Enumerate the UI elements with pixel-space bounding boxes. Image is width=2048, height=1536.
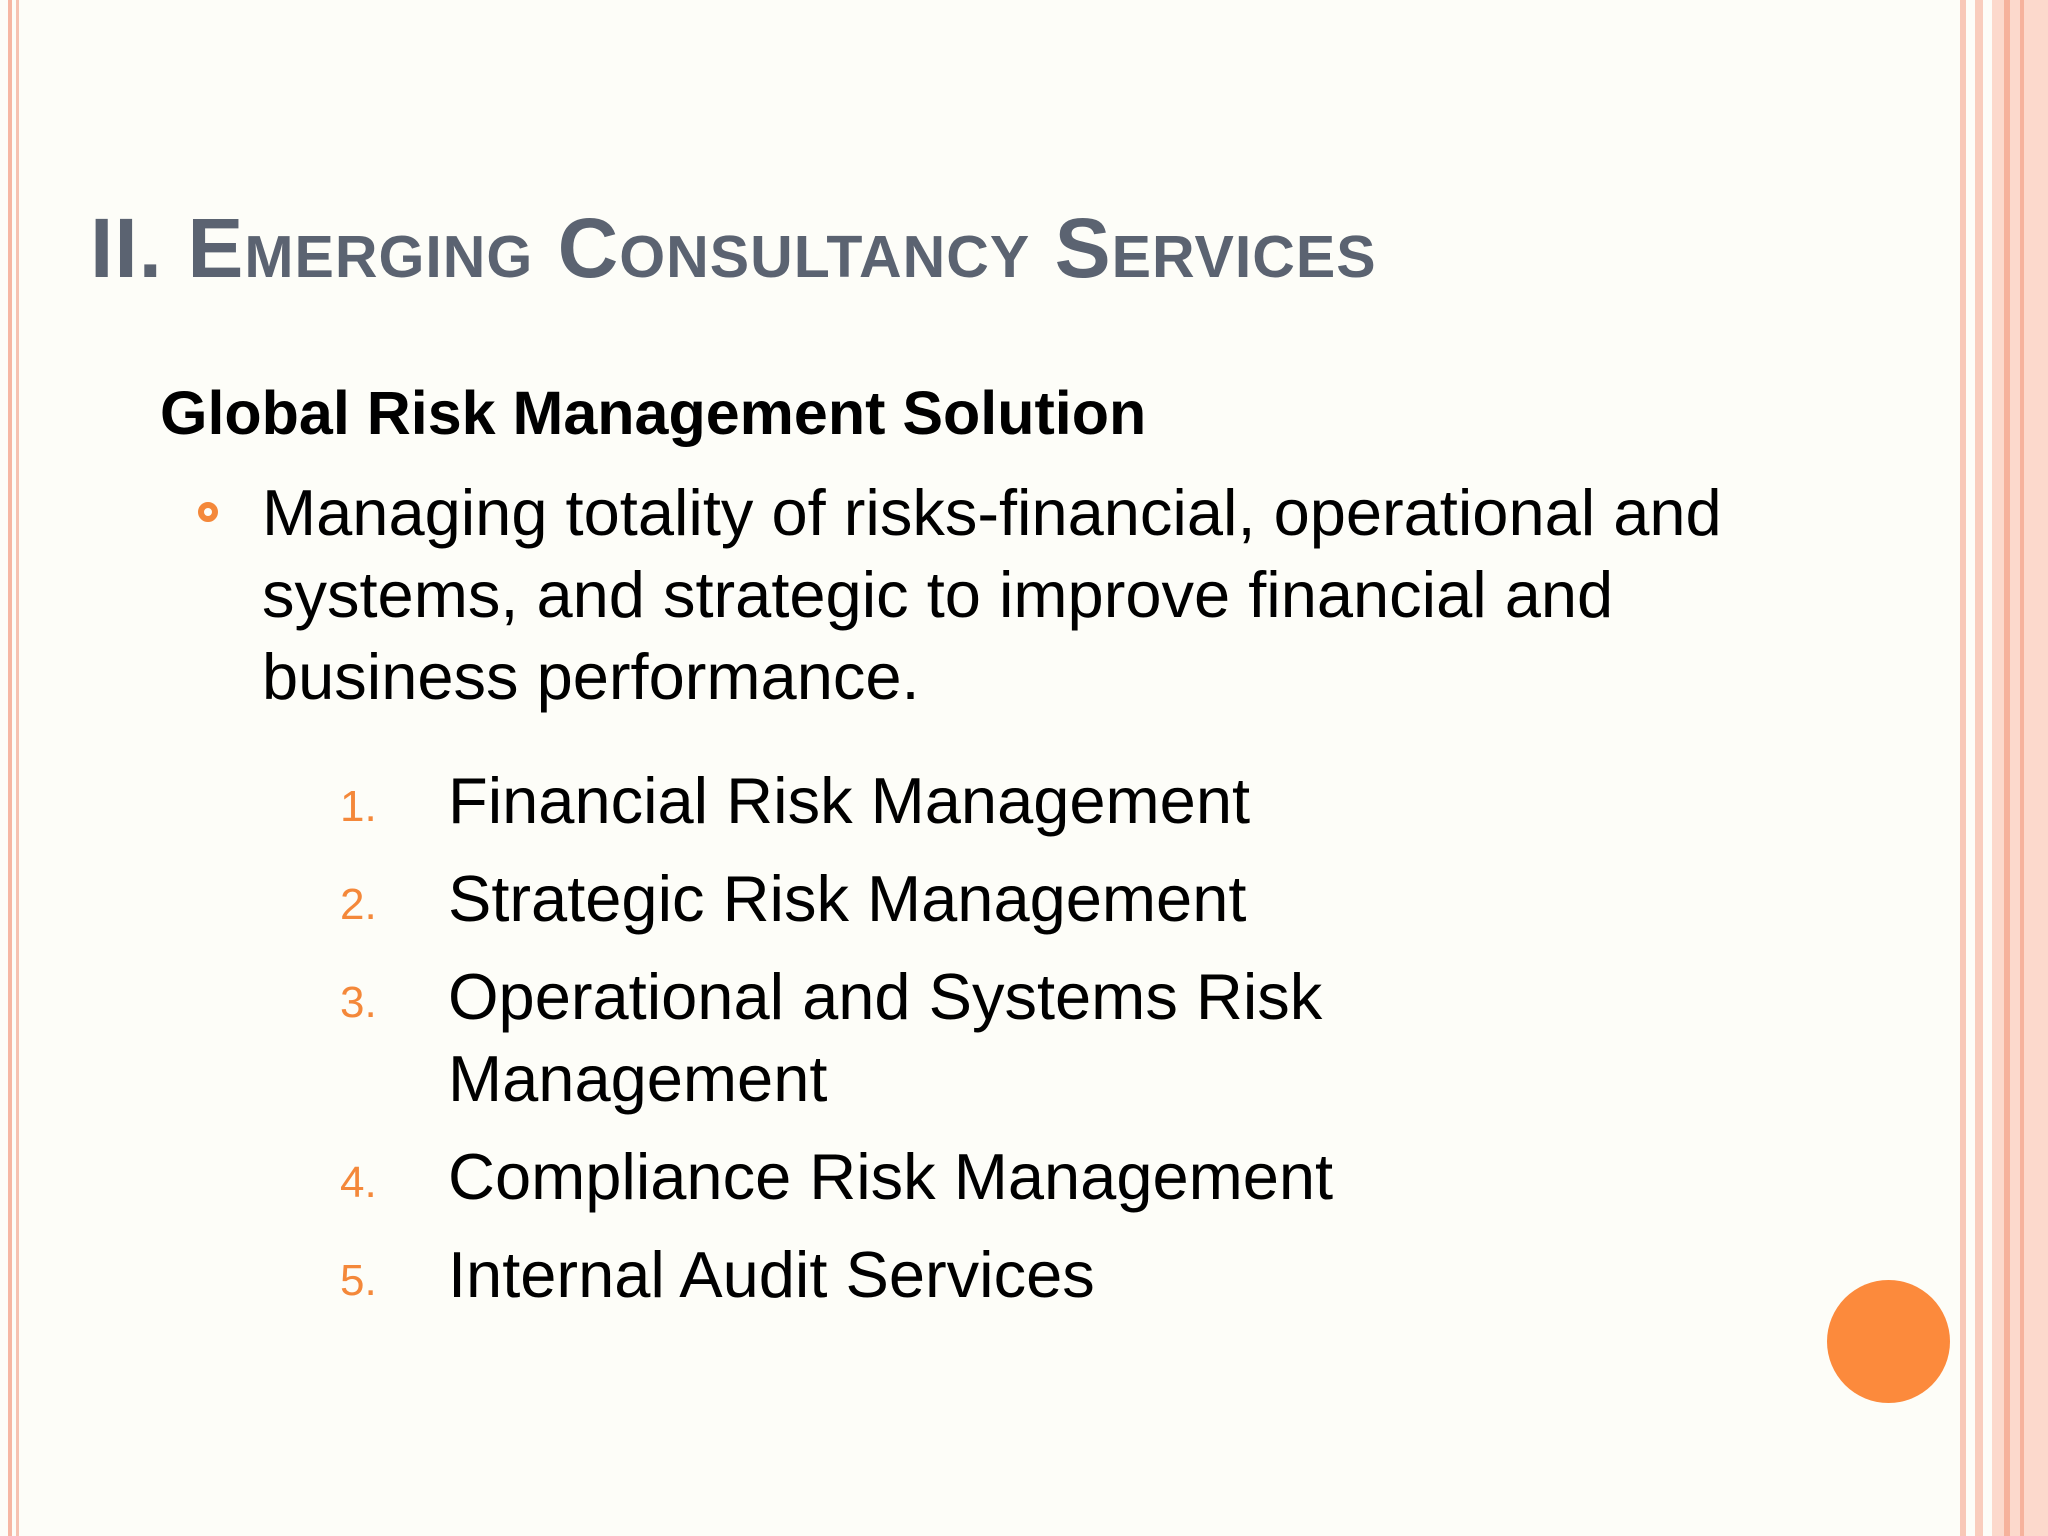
list-item [340, 858, 1440, 940]
list-item-text: Operational and Systems Risk Management [448, 960, 1323, 1115]
list-item-number: 4. [340, 1158, 377, 1207]
list-item-number: 5. [340, 1256, 377, 1305]
list-item-text: Compliance Risk Management [448, 1140, 1334, 1213]
right-border-stripe [1960, 0, 1966, 1536]
right-border-stripe [2004, 0, 2010, 1536]
slide-subtitle: Global Risk Management Solution [160, 379, 1147, 447]
hollow-circle-bullet-icon [198, 502, 218, 522]
list-item-number: 1. [340, 782, 377, 831]
right-border-stripe [2020, 0, 2024, 1536]
list-item [340, 760, 1440, 842]
bullet-text: Managing totality of risks-financial, operational and systems, and strategic to improve financial and business performance. [262, 476, 1722, 713]
right-border-stripe [1975, 0, 1983, 1536]
list-item-number: 2. [340, 880, 377, 929]
left-border-stripe [16, 0, 19, 1536]
list-item [340, 1234, 1440, 1316]
orange-circle-icon [1827, 1280, 1950, 1403]
left-border-stripe [8, 0, 12, 1536]
list-item-number: 3. [340, 978, 377, 1027]
list-item [340, 1136, 1440, 1218]
list-item-text: Internal Audit Services [448, 1238, 1095, 1311]
numbered-list [340, 760, 1440, 1332]
list-item [340, 956, 1440, 1120]
slide-title: II. Emerging Consultancy Services [90, 201, 1377, 295]
list-item-text: Financial Risk Management [448, 764, 1251, 837]
list-item-text: Strategic Risk Management [448, 862, 1247, 935]
